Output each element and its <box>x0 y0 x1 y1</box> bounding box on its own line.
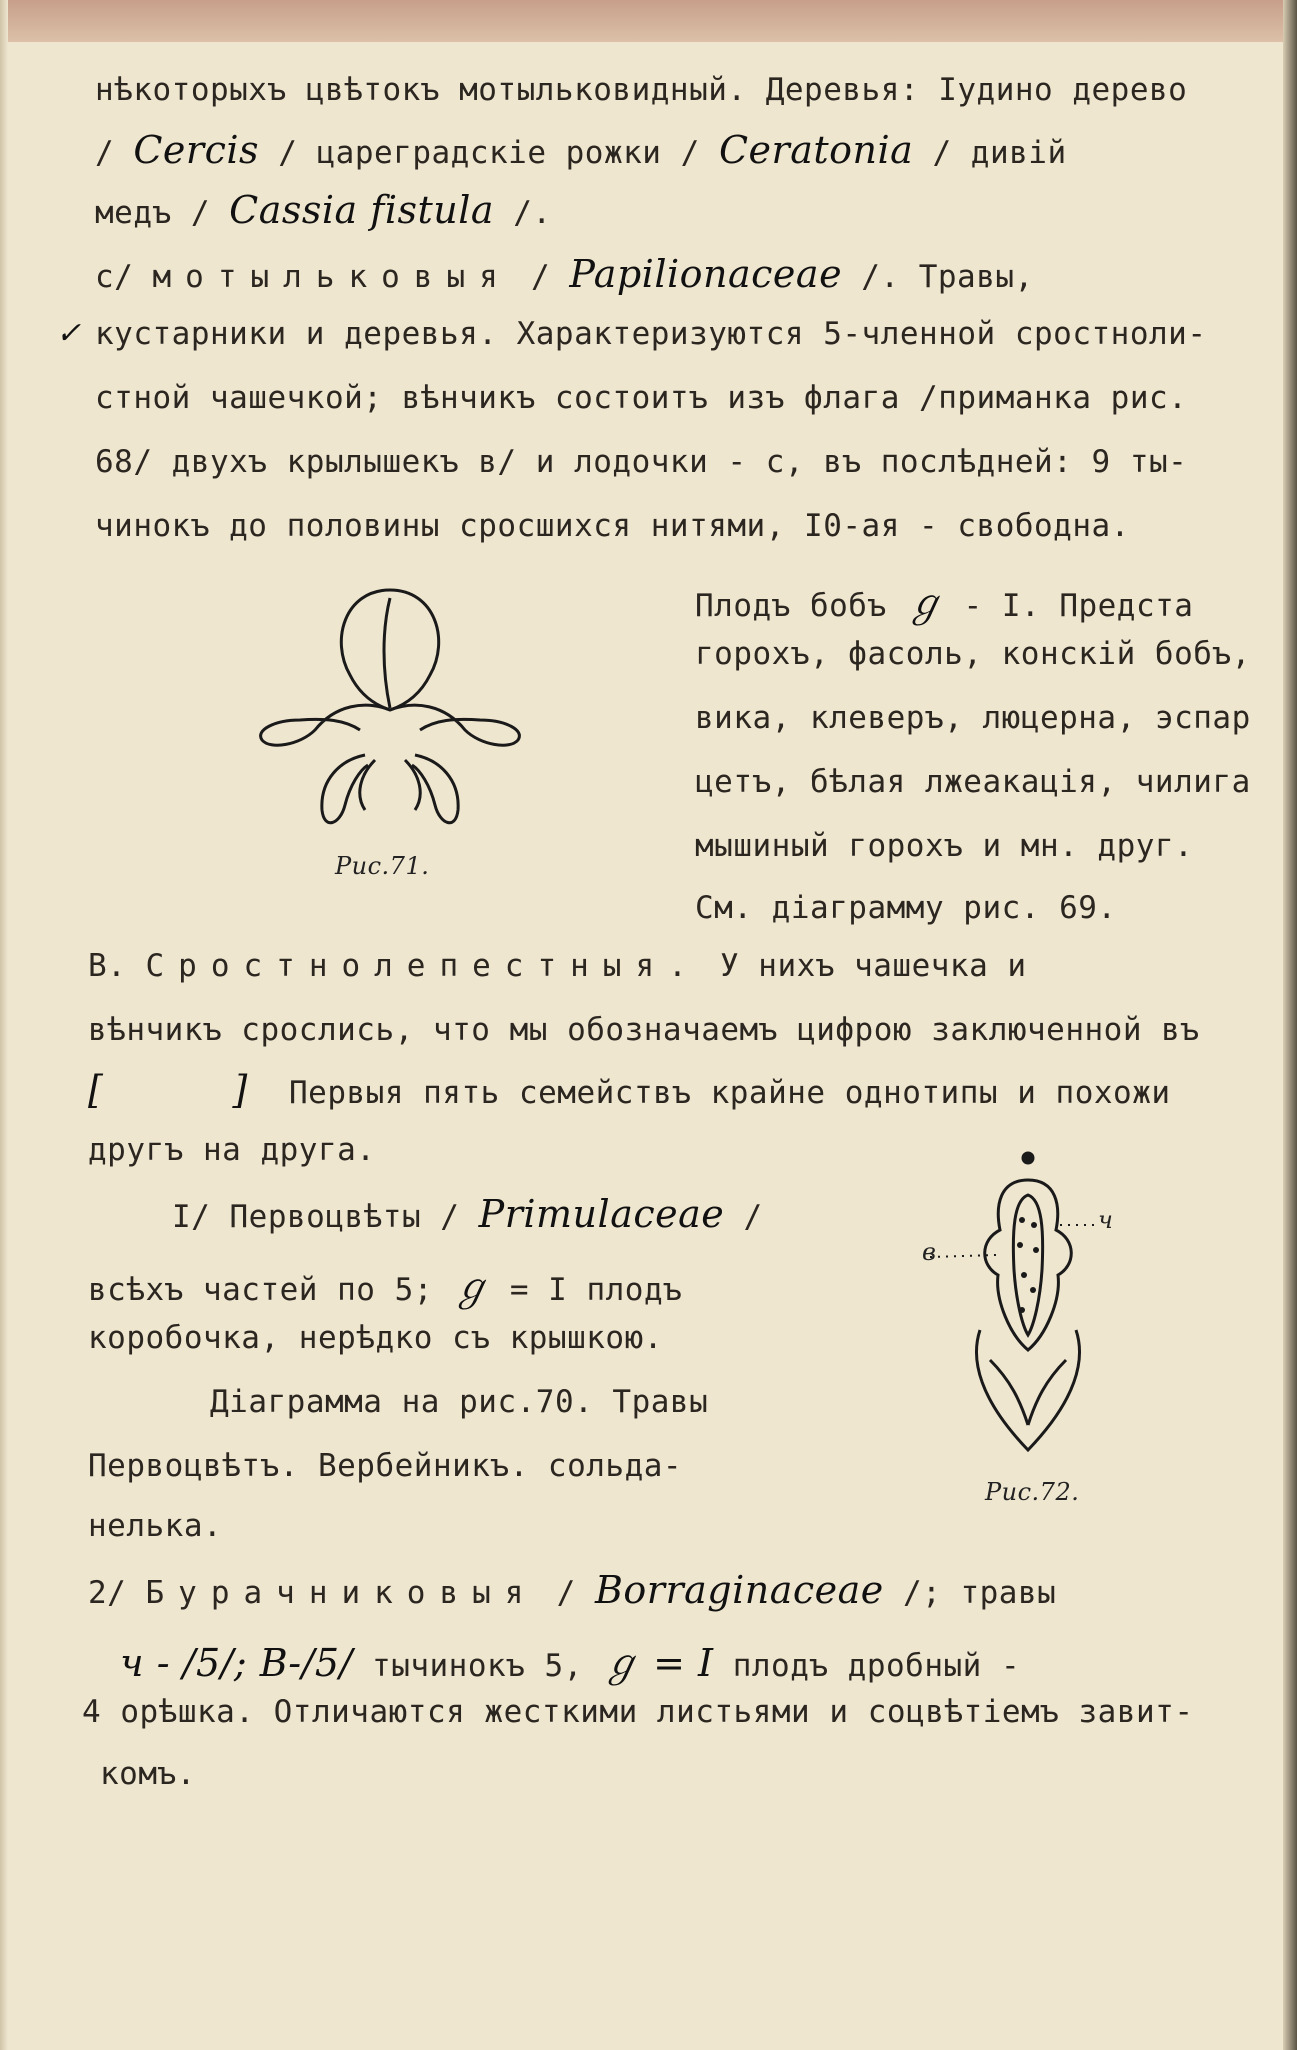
right-col-line-1 <box>695 572 1193 627</box>
text-fragment: всѣхъ частей по 5; <box>88 1272 433 1308</box>
text-fragment: /. Травы, <box>861 259 1034 295</box>
figure-71-caption: Рис.71. <box>335 852 430 880</box>
section-b-line-3 <box>88 1068 1171 1112</box>
text-fragment: / <box>556 1575 576 1611</box>
handwritten-latin-name: Cercis <box>133 128 260 172</box>
right-col-line-4: цетъ, бѣлая лжеакація, чилига <box>695 764 1251 800</box>
text-fragment: Плодъ бобъ <box>695 588 906 624</box>
text-fragment: - I. Предста <box>963 588 1194 624</box>
figure-72-caption: Рис.72. <box>985 1478 1080 1506</box>
text-fragment: медъ / <box>95 195 210 231</box>
figure-72-flower-drawing <box>920 1150 1120 1460</box>
borag-line-4: комъ. <box>100 1756 196 1792</box>
handwritten-formula: ч - /5/; В-/5/ <box>120 1641 353 1685</box>
text-fragment: / <box>530 259 551 295</box>
handwritten-latin-name: Borraginaceae <box>594 1568 884 1612</box>
text-line-7: 68/ двухъ крылышекъ в/ и лодочки - с, въ послѣдней: 9 ты- <box>95 444 1188 480</box>
section-b-line-4: другъ на друга. <box>88 1132 376 1168</box>
text-fragment: / <box>95 135 115 171</box>
primula-line-4: Діаграмма на рис.70. Травы <box>210 1384 709 1420</box>
spaced-heading: мотыльковыя <box>152 259 512 295</box>
text-line-3 <box>95 188 552 232</box>
borag-line-2 <box>120 1632 1020 1687</box>
handwritten-symbol: ℊ <box>452 1265 491 1309</box>
text-fragment: плодъ дробный - <box>732 1648 1021 1684</box>
borag-heading <box>88 1568 1056 1612</box>
primula-line-3: коробочка, нерѣдко съ крышкою. <box>88 1320 663 1356</box>
handwritten-bracket-open: [ <box>88 1068 104 1112</box>
handwritten-latin-name: Papilionaceae <box>569 252 843 296</box>
page-left-edge <box>0 0 8 2050</box>
text-line-8: чинокъ до половины сросшихся нитями, I0-ая - свободна. <box>95 508 1130 544</box>
text-fragment: I/ Первоцвѣты / <box>172 1199 460 1235</box>
text-fragment: /; травы <box>902 1575 1057 1611</box>
page-right-edge <box>1283 0 1297 2050</box>
handwritten-latin-name: Ceratonia <box>718 128 914 172</box>
text-line-6: стной чашечкой; вѣнчикъ состоитъ изъ флага /приманка рис. <box>95 380 1188 416</box>
right-col-line-2: горохъ, фасоль, конскій бобъ, <box>695 636 1251 672</box>
text-fragment: В. <box>88 948 146 984</box>
handwritten-latin-name: Primulaceae <box>478 1192 725 1236</box>
text-fragment: тычинокъ 5, <box>372 1648 583 1684</box>
right-col-line-3: вика, клеверъ, люцерна, эспар <box>695 700 1251 736</box>
primula-heading <box>172 1192 763 1236</box>
text-fragment: /. <box>513 195 552 231</box>
handwritten-latin-name: Cassia fistula <box>229 188 495 232</box>
handwritten-formula: ℊ = I <box>602 1641 714 1685</box>
figure-72-label-left: в <box>922 1238 937 1266</box>
primula-line-6: нелька. <box>88 1508 223 1544</box>
text-fragment: / <box>743 1199 763 1235</box>
spaced-heading: Сростнолепестныя. <box>145 948 701 984</box>
primula-line-2 <box>88 1256 682 1311</box>
text-fragment: 2/ <box>88 1575 146 1611</box>
text-line-2 <box>95 128 1067 172</box>
borag-line-3: 4 орѣшка. Отличаются жесткими листьями и соцвѣтіемъ завит- <box>82 1694 1194 1730</box>
text-fragment: У нихъ чашечка и <box>719 948 1027 984</box>
text-fragment: / дивій <box>932 135 1067 171</box>
section-b-line-2: вѣнчикъ срослись, что мы обозначаемъ цифрою заключенной въ <box>88 1012 1200 1048</box>
text-line-5: кустарники и деревья. Характеризуются 5-членной сростноли- <box>95 316 1207 352</box>
handwritten-bracket-close: ] <box>232 1068 248 1112</box>
text-fragment: = I плодъ <box>509 1272 683 1308</box>
text-fragment: / цареградскіе рожки / <box>278 135 700 171</box>
page-top-strip <box>0 0 1297 42</box>
section-b-heading <box>88 948 1027 984</box>
figure-72-label-right: ч <box>1098 1206 1114 1234</box>
text-fragment: с/ <box>95 259 153 295</box>
text-line-4 <box>95 252 1034 296</box>
figure-71-flower-drawing <box>250 580 530 850</box>
handwritten-symbol: ℊ <box>905 581 945 625</box>
margin-tick-mark: ✓ <box>56 316 82 351</box>
spaced-heading: Бурачниковыя <box>145 1575 538 1611</box>
right-col-line-5: мышиный горохъ и мн. друг. <box>695 828 1194 864</box>
text-fragment: Первыя пять семействъ крайне однотипы и похожи <box>289 1075 1171 1111</box>
primula-line-5: Первоцвѣтъ. Вербейникъ. сольда- <box>88 1448 683 1484</box>
text-line-1: нѣкоторыхъ цвѣтокъ мотыльковидный. Деревья: Іудино дерево <box>95 72 1188 108</box>
right-col-line-6: См. діаграмму рис. 69. <box>695 890 1117 926</box>
